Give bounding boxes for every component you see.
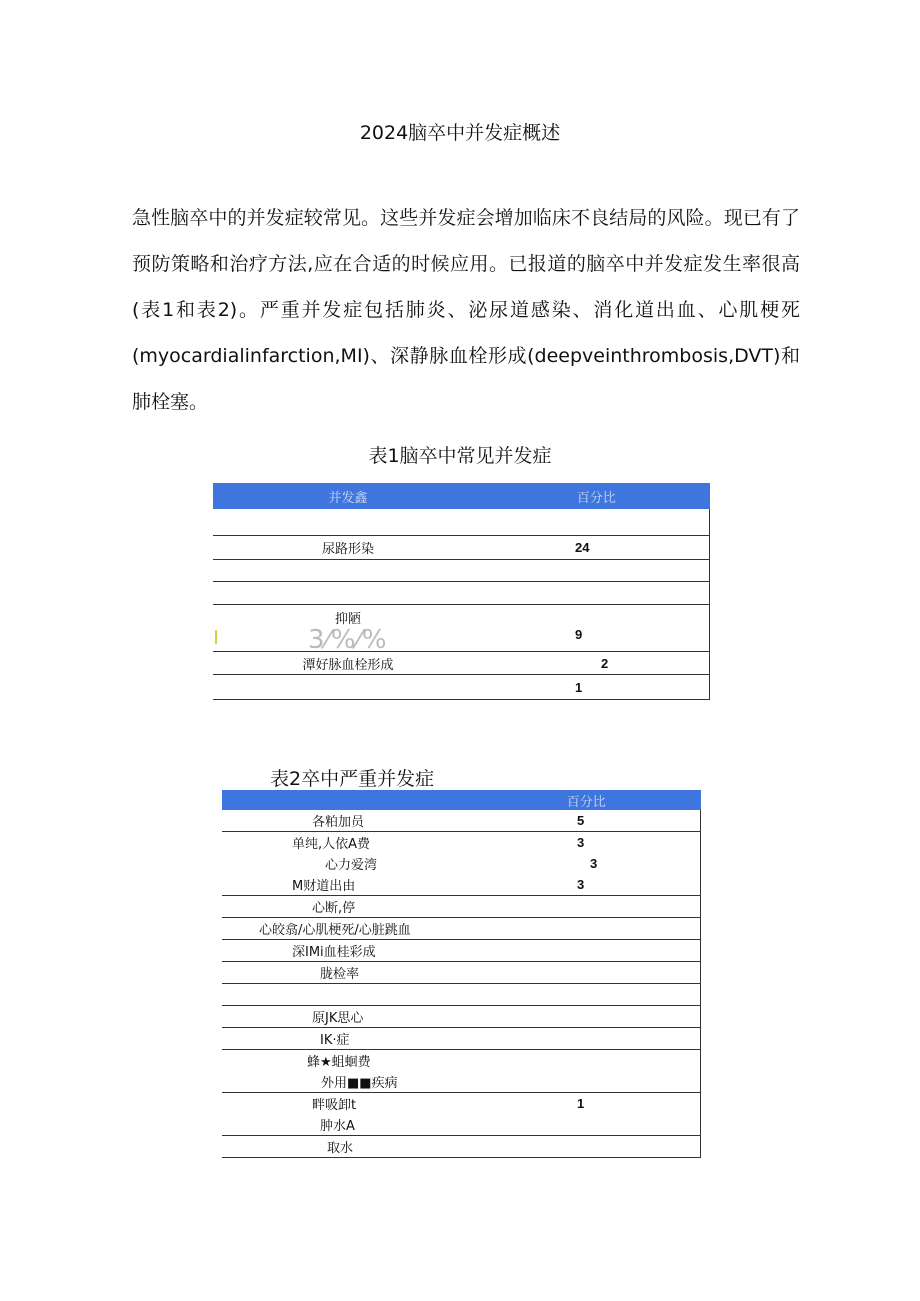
table1-cell-value [483,582,710,605]
table2-cell-name: 取水 [327,1141,354,1156]
table-row [222,1028,701,1050]
table-row [222,874,701,896]
table1-cell-value [483,605,710,652]
table2-header-row [222,790,701,810]
table2-cell-value [472,896,701,918]
table2-cell-value [472,1071,701,1093]
table2-cell-name: 蜂★蛆蛔费 [307,1055,371,1070]
table-row [222,940,701,962]
table2-cell-value [472,1028,701,1050]
table1-cell-value [483,509,710,536]
table2-cell-value: 5 [577,813,585,828]
table-row [222,1093,701,1115]
table2-cell-name: 外用■■疾病 [321,1076,398,1091]
table2-cell-name: 心断,停 [312,901,356,916]
table2-cell-name [222,984,472,1006]
table2-cell-value [472,1136,701,1158]
table-row [222,810,701,832]
table1-cell-name [213,605,483,655]
table2-cell-name: 心皎翕/心肌梗死/心脏跳血 [259,923,411,938]
table-row [222,984,701,1006]
table-row [213,675,710,700]
table2-cell-value [472,962,701,984]
table1-cell-name [213,509,483,536]
table-row [213,536,710,560]
table1-row-value: 9 [575,627,583,642]
table-row [213,509,710,536]
table2-cell-value: 3 [577,877,585,892]
table-row [213,582,710,605]
table2-cell-value [472,1050,701,1072]
table-row [222,1114,701,1136]
table-row [222,962,701,984]
table1-cell-name [213,675,483,700]
table2-cell-value [472,918,701,940]
table1-caption: 表1脑卒中常见并发症 [368,445,552,467]
table1-header-complication: 并发鑫 [213,483,483,509]
table2-severe-complications [222,790,701,1158]
table1-ghost-text: 3⁄%⁄% [308,625,388,655]
table1-cell-value [483,560,710,582]
table1-complications [213,483,710,700]
table2-cell-name: IK·症 [320,1033,350,1048]
table2-cell-name: 原JK思心 [312,1011,364,1026]
table2-cell-name: 肿水A [320,1119,355,1134]
table2-cell-name: 单纯,人依A费 [292,837,371,852]
table2-cell-value [472,1114,701,1136]
table2-cell-value [472,984,701,1006]
table2-cell-name: 胧检率 [320,967,360,982]
table2-cell-value: 1 [577,1096,585,1111]
table-row [213,652,710,675]
table2-caption: 表2卒中严重并发症 [270,768,435,790]
table-row [222,853,701,874]
table1-cell-name [213,560,483,582]
table-row [222,1050,701,1072]
table2-cell-value: 3 [577,835,585,850]
table-row [213,560,710,582]
table1-cell-name [213,582,483,605]
table2-header-percent: 百分比 [472,790,701,810]
table2-cell-name: 畔吸卸t [312,1098,357,1113]
scan-mark [215,630,217,644]
intro-paragraph: 急性脑卒中的并发症较常见。这些并发症会增加临床不良结局的风险。现已有了预防策略和治疗方法,应在合适的时候应用。已报道的脑卒中并发症发生率很高(表1和表2)。严重并发症包括肺炎、泌尿道感染、消化道出血、心肌梗死(myocardialinfarction,MI)、深静脉血栓形成(deepveinthrombosis,DVT)和肺栓塞。 [132,207,800,413]
table2-cell-value [472,1006,701,1028]
table1-cell-value: 1 [575,679,583,695]
table2-cell-value [472,940,701,962]
document-title: 2024脑卒中并发症概述 [359,122,561,144]
table2-cell-name: 各粕加员 [312,815,365,830]
table1-cell-name: 潭好脉血栓形成 [302,657,394,673]
table-row [213,605,710,652]
table1-cell-value: 2 [601,655,609,671]
table1-header-percent: 百分比 [483,483,710,509]
table2-cell-name: 心力爱湾 [325,858,378,873]
table-row [222,1006,701,1028]
table-row [222,1071,701,1093]
table1-cell-value: 24 [575,540,590,555]
table2-cell-name: M财道出由 [292,879,356,894]
table1-header-row [213,483,710,509]
table2-header-complication [222,790,472,810]
table2-cell-name: 深IMi血桂彩成 [292,945,376,960]
table2-cell-value: 3 [590,856,598,871]
table-row [222,832,701,854]
table-row [222,1136,701,1158]
table-row [222,896,701,918]
table1-row-label: 抑陋 [334,612,361,627]
table1-cell-name: 尿路形染 [321,542,374,557]
table-row [222,918,701,940]
